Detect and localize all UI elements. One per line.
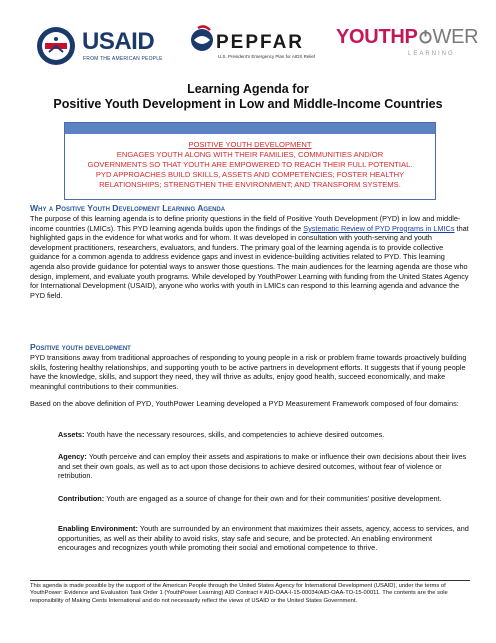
footer-divider: [30, 580, 470, 581]
domain-assets: Assets: Youth have the necessary resources, skills, and competencies to achieve desired outcomes.: [58, 430, 385, 439]
systematic-review-link[interactable]: Systematic Review of PYD Programs in LMICs: [303, 223, 455, 233]
usaid-wordmark: USAID: [82, 28, 155, 55]
definition-line: ENGAGES YOUTH ALONG WITH THEIR FAMILIES, COMMUNITIES AND/OR: [116, 150, 384, 159]
section2-paragraph1: PYD transitions away from traditional approaches of responding to young people in a risk or problem frame towards proactively building skills, fostering healthy relationships, and supporting youth to be active partners in development efforts. It suggests that if young people have the knowledge, skills, and support they need, they will thrive as adults, enjoy good health, succeed economically, and make meaningful contributions to their communities.: [30, 353, 467, 391]
section2-paragraph2: Based on the above definition of PYD, YouthPower Learning developed a PYD Measurement Framework composed of four domains:: [30, 399, 459, 408]
definition-text: [65, 140, 435, 190]
document-title-line2: Positive Youth Development in Low and Middle-Income Countries: [53, 97, 443, 111]
pepfar-tagline: U.S. President's Emergency Plan for AIDS Relief: [218, 54, 316, 59]
domain-name: Assets: [58, 430, 82, 439]
definition-line: GOVERNMENTS SO THAT YOUTH ARE EMPOWERED TO REACH THEIR FULL POTENTIAL.: [87, 160, 413, 169]
document-title-line1: Learning Agenda for: [187, 82, 309, 96]
domain-enabling-environment: Enabling Environment: Youth are surrounded by an environment that maximizes their assets, agency, access to services, and opportunities, as well as their ability to avoid risks, stay safe and secure, and be protected. An enabling environment encourages and recognizes youth while promoting their social and emotional competence to thrive.: [58, 524, 469, 553]
domain-text: Youth are engaged as a source of change for their own and for their communities' positive development.: [106, 494, 442, 503]
definition-line: PYD APPROACHES BUILD SKILLS, ASSETS AND COMPETENCIES; FOSTER HEALTHY: [95, 170, 405, 179]
section1-heading: Why a Positive Youth Development Learning Agenda: [30, 203, 226, 213]
domain-contribution: Contribution: Youth are engaged as a source of change for their own and for their communities' positive development.: [58, 494, 442, 503]
power-symbol-icon: [418, 29, 433, 44]
usaid-seal-icon: [36, 26, 76, 66]
definition-box-header-bar: [65, 123, 435, 134]
domain-name: Enabling Environment: [58, 524, 136, 533]
pepfar-wordmark: PEPFAR: [216, 32, 305, 53]
usaid-logo: [36, 26, 186, 70]
domain-name: Contribution: [58, 494, 102, 503]
definition-title: POSITIVE YOUTH DEVELOPMENT: [188, 140, 312, 149]
section1-text-a: The purpose of this learning agenda is to define priority questions in the field of Positive Youth Development (PYD) in low and middle-income countries (LMICs). This PYD learning agenda builds upon the findings of the: [30, 214, 461, 233]
definition-box: [64, 122, 436, 200]
youthpower-logo: [336, 26, 486, 70]
footer-disclaimer: This agenda is made possible by the support of the American People through the United States Agency for International Development (USAID), under the terms of YouthPower: Evidence and Evaluation Task Order 1 (YouthPower Learning) AID Contract # AID-OAA-I-15-00034/AID-OAA-TO-15-00011. The contents are the sole responsibility of Making Cents International and do not necessarily reflect the views of USAID or the United States Government.: [30, 583, 448, 604]
youthpower-word-a: YOUTHP: [336, 26, 418, 48]
domain-text: Youth perceive and can employ their assets and aspirations to make or influence their own decisions about their lives and set their own goals, as well as to act upon those decisions to achieve desired outcomes, without fear of violence or retribution.: [58, 452, 467, 481]
pepfar-logo: [188, 24, 318, 72]
section1-text-b: that highlighted gaps in the evidence for what works and for whom. It was developed in consultation with youth-serving and youth development practitioners, researchers, evaluators, and funders. The primary goal of the learning agenda is to provide collective guidance for a common agenda to address evidence gaps and invest in evidence-building activities related to PYD. This learning agenda also provide guidance for potential ways to answer those questions. The main audiences for the learning agenda are those who design, implement, and evaluate youth programs. While developed by YouthPower Learning with funding from the United States Agency for International Development (USAID), anyone who works with youth in LMICs can respond to this learning agenda and advance the PYD field.: [30, 223, 469, 300]
usaid-tagline: FROM THE AMERICAN PEOPLE: [83, 56, 163, 62]
domain-name: Agency: [58, 452, 85, 461]
youthpower-learning-label: LEARNING: [408, 51, 455, 57]
domain-text: Youth have the necessary resources, skills, and competencies to achieve desired outcomes.: [86, 430, 385, 439]
definition-line: RELATIONSHIPS; STRENGTHEN THE ENVIRONMENT; AND TRANSFORM SYSTEMS.: [99, 180, 401, 189]
domain-agency: Agency: Youth perceive and can employ their assets and aspirations to make or influence their own decisions about their lives and set their own goals, as well as to act upon those decisions to achieve desired outcomes, without fear of violence or retribution.: [58, 452, 467, 481]
youthpower-wordmark: [336, 26, 478, 49]
youthpower-word-b: WER: [432, 26, 479, 48]
pepfar-globe-icon: [188, 24, 218, 58]
domain-text: Youth are surrounded by an environment that maximizes their assets, agency, access to services, and opportunities, as well as their ability to avoid risks, stay safe and secure, and be protected. An enabling environment encourages and recognizes youth while promoting their social and emotional competence to thrive.: [58, 524, 469, 553]
section2-heading: Positive youth development: [30, 342, 131, 352]
header-logos: [0, 18, 496, 76]
section1-paragraph: [30, 214, 470, 300]
